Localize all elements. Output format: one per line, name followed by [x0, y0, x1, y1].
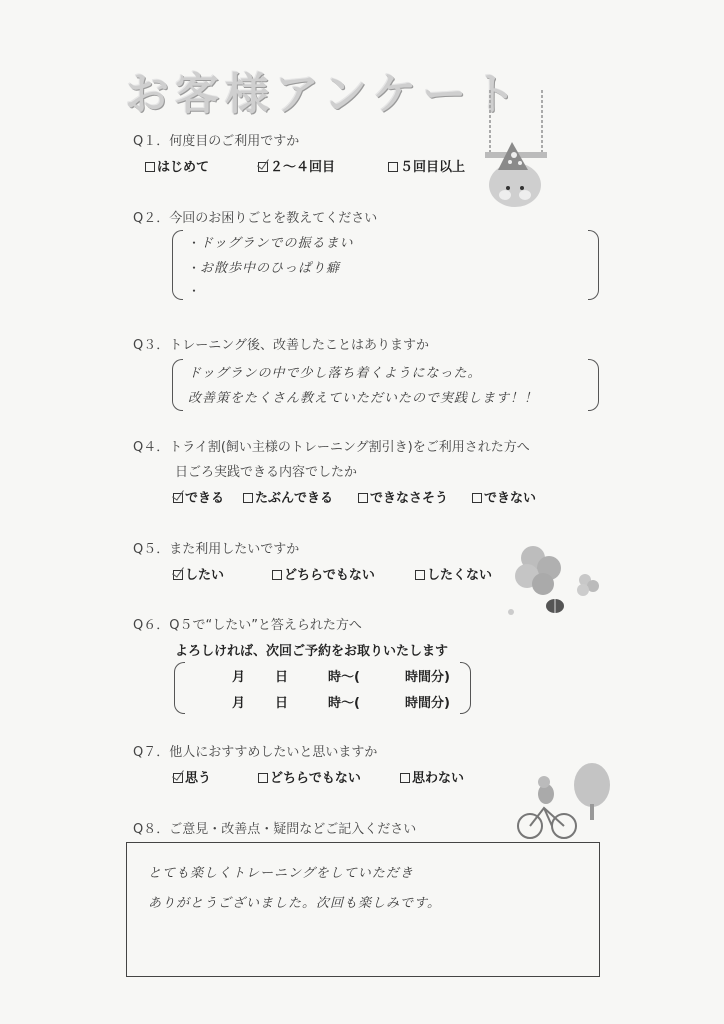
q2-bracket-right: [588, 230, 599, 300]
q5-question: Q５．また利用したいですか: [133, 542, 300, 557]
q6-question: Q６．Q５で“したい”と答えられた方へ: [133, 618, 362, 633]
q5-option-yes[interactable]: したい: [173, 564, 224, 583]
q7-option-no[interactable]: 思わない: [400, 767, 464, 786]
q4-question-line-2: 日ごろ実践できる内容でしたか: [175, 465, 358, 480]
q1-option-2-4-times[interactable]: ２～４回目: [258, 156, 335, 175]
q8-comment-line-1: とても楽しくトレーニングをしていただき: [148, 866, 414, 881]
q6-row-2-duration[interactable]: 時間分): [405, 696, 450, 711]
checkbox-checked[interactable]: [173, 570, 183, 580]
q6-row-2-day[interactable]: 日: [275, 696, 289, 711]
q2-answer-2: ・お散歩中のひっぱり癖: [188, 261, 341, 276]
checkbox-checked[interactable]: [173, 493, 183, 503]
checkbox[interactable]: [272, 570, 282, 580]
checkbox[interactable]: [145, 162, 155, 172]
checkbox[interactable]: [243, 493, 253, 503]
q4-option-can[interactable]: できる: [173, 487, 224, 506]
q7-option-yes[interactable]: 思う: [173, 767, 211, 786]
q2-answer-3: ・: [188, 284, 201, 298]
q3-bracket-left: [172, 359, 183, 411]
q2-question: Q２．今回のお困りごとを教えてください: [133, 211, 378, 226]
q7-question: Q７．他人におすすめしたいと思いますか: [133, 745, 378, 760]
page-title: お客様アンケート: [125, 69, 523, 120]
q6-row-1-day[interactable]: 日: [275, 670, 289, 685]
q6-row-2-month[interactable]: 月: [232, 696, 246, 711]
q4-question-line-1: Q４．トライ割(飼い主様のトレーニング割引き)をご利用された方へ: [133, 440, 530, 455]
checkbox[interactable]: [400, 773, 410, 783]
q1-question: Q１．何度目のご利用ですか: [133, 134, 300, 149]
q6-row-1-duration[interactable]: 時間分): [405, 670, 450, 685]
q3-answer-line-1: ドッグランの中で少し落ち着くようになった。: [188, 366, 482, 381]
q8-question: Q８．ご意見・改善点・疑問などご記入ください: [133, 822, 417, 837]
checkbox[interactable]: [258, 773, 268, 783]
q3-question: Q３．トレーニング後、改善したことはありますか: [133, 338, 429, 353]
checkbox[interactable]: [388, 162, 398, 172]
q3-answer-line-2: 改善策をたくさん教えていただいたので実践します！！: [188, 391, 539, 406]
q4-option-maybe[interactable]: たぶんできる: [243, 487, 333, 506]
q6-row-1-time[interactable]: 時～(: [328, 670, 360, 685]
checkbox[interactable]: [472, 493, 482, 503]
hanging-dog-illustration: [470, 70, 580, 240]
q2-answer-1: ・ドッグランでの振るまい: [188, 236, 354, 251]
q5-option-neither[interactable]: どちらでもない: [272, 564, 375, 583]
q6-bracket-right: [460, 662, 471, 714]
tree-bicycle-illustration: [512, 760, 617, 845]
q7-option-neither[interactable]: どちらでもない: [258, 767, 361, 786]
q2-bracket-left: [172, 230, 183, 300]
q3-bracket-right: [588, 359, 599, 411]
checkbox[interactable]: [358, 493, 368, 503]
checkbox[interactable]: [415, 570, 425, 580]
checkbox-checked[interactable]: [258, 162, 268, 172]
q5-option-no[interactable]: したくない: [415, 564, 492, 583]
q6-subtext: よろしければ、次回ご予約をお取りいたします: [175, 644, 449, 659]
q6-row-1-month[interactable]: 月: [232, 670, 246, 685]
checkbox-checked[interactable]: [173, 773, 183, 783]
q6-row-2-time[interactable]: 時～(: [328, 696, 360, 711]
q4-option-cannot[interactable]: できない: [472, 487, 536, 506]
q8-comment-line-2: ありがとうございました。次回も楽しみです。: [148, 896, 441, 911]
clover-ladybug-illustration: [505, 540, 610, 630]
q1-option-first-time[interactable]: はじめて: [145, 156, 209, 175]
q4-option-unlikely[interactable]: できなさそう: [358, 487, 448, 506]
q1-option-5-plus[interactable]: ５回目以上: [388, 156, 465, 175]
q6-bracket-left: [174, 662, 185, 714]
